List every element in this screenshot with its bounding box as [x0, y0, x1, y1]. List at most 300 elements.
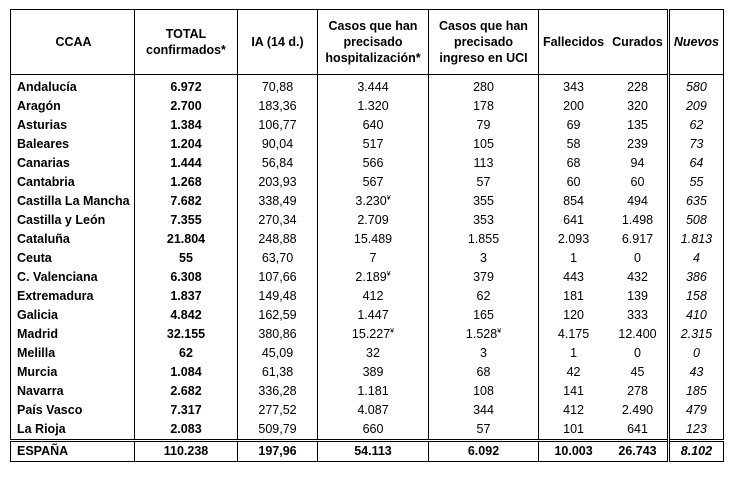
cell-hospitalizacion: [318, 154, 429, 173]
cell-total-confirmados-value: 1.444: [170, 156, 202, 170]
table-row: [11, 173, 724, 192]
cell-total-confirmados: [135, 230, 238, 249]
cell-nuevos-value: 4: [692, 251, 700, 265]
cell-curados-value: 0: [634, 346, 641, 360]
table-row: [11, 75, 724, 98]
cell-curados: [608, 116, 668, 135]
cell-hospitalizacion: [318, 287, 429, 306]
total-ia: 197,96: [238, 441, 318, 462]
header-hospitalizacion: Casos que han precisado hospitalización*: [318, 10, 429, 75]
cell-fallecidos: [539, 249, 609, 268]
cell-fallecidos: [539, 173, 609, 192]
cell-uci-value: 113: [473, 156, 494, 170]
cell-ia-value: 277,52: [258, 403, 297, 417]
cell-uci: [429, 344, 539, 363]
cell-curados: [608, 230, 668, 249]
cell-nuevos: [668, 401, 723, 420]
cell-fallecidos-value: 141: [563, 384, 584, 398]
cell-ia-value: 56,84: [261, 156, 294, 170]
cell-fallecidos: [539, 211, 609, 230]
header-uci: Casos que han precisado ingreso en UCI: [429, 10, 539, 75]
cell-fallecidos: [539, 344, 609, 363]
cell-uci-value: 108: [473, 384, 494, 398]
cell-fallecidos-value: 60: [566, 175, 581, 189]
cell-curados-value: 239: [627, 137, 648, 151]
cell-curados: [608, 192, 668, 211]
cell-ccaa: [11, 287, 135, 306]
cell-ia-value: 162,59: [258, 308, 297, 322]
cell-uci-value: 1.528: [465, 327, 498, 341]
cell-total-confirmados-value: 7.317: [170, 403, 202, 417]
cell-total-confirmados: [135, 344, 238, 363]
cell-fallecidos-value: 58: [566, 137, 581, 151]
total-row: [11, 441, 724, 462]
cell-ia: [238, 211, 318, 230]
cell-fallecidos-value: 641: [563, 213, 584, 227]
cell-fallecidos-value: 69: [566, 118, 581, 132]
cell-fallecidos: [539, 420, 609, 441]
total-hospitalizacion: 54.113: [318, 441, 429, 462]
table-row: [11, 192, 724, 211]
cell-ia: [238, 173, 318, 192]
cell-total-confirmados: [135, 382, 238, 401]
cell-ccaa-value: Aragón: [17, 99, 61, 113]
cell-ccaa: [11, 268, 135, 287]
cell-curados-value: 320: [627, 99, 648, 113]
cell-ccaa-value: La Rioja: [17, 422, 66, 436]
cell-nuevos-value: 386: [685, 270, 707, 284]
cell-uci: [429, 401, 539, 420]
cell-hospitalizacion: [318, 173, 429, 192]
table-row: [11, 344, 724, 363]
cell-total-confirmados: [135, 306, 238, 325]
cell-nuevos: [668, 154, 723, 173]
cell-curados: [608, 344, 668, 363]
cell-curados: [608, 401, 668, 420]
cell-fallecidos-value: 1: [570, 346, 578, 360]
cell-curados-value: 1.498: [621, 213, 654, 227]
cell-total-confirmados: [135, 325, 238, 344]
cell-ccaa: [11, 75, 135, 98]
cell-ccaa-value: Canarias: [17, 156, 70, 170]
cell-ccaa: [11, 116, 135, 135]
footnote-mark: ¥: [497, 327, 502, 335]
cell-curados-value: 60: [630, 175, 645, 189]
cell-curados: [608, 97, 668, 116]
cell-hospitalizacion-value: 2.709: [357, 213, 389, 227]
cell-uci-value: 1.855: [467, 232, 500, 246]
cell-nuevos-value: 2.315: [680, 327, 713, 341]
cell-fallecidos: [539, 154, 609, 173]
cell-hospitalizacion: [318, 116, 429, 135]
cell-hospitalizacion-value: 1.181: [357, 384, 389, 398]
header-ccaa: CCAA: [11, 10, 135, 75]
cell-total-confirmados: [135, 154, 238, 173]
cell-ia: [238, 135, 318, 154]
cell-curados: [608, 363, 668, 382]
cell-total-confirmados: [135, 116, 238, 135]
cell-ccaa-value: Murcia: [17, 365, 58, 379]
cell-nuevos: [668, 211, 723, 230]
cell-nuevos-value: 1.813: [680, 232, 713, 246]
cell-fallecidos-value: 343: [563, 80, 584, 94]
cell-ia-value: 90,04: [261, 137, 294, 151]
cell-nuevos: [668, 382, 723, 401]
cell-ia: [238, 325, 318, 344]
table-row: [11, 268, 724, 287]
cell-fallecidos: [539, 382, 609, 401]
cell-hospitalizacion: [318, 230, 429, 249]
table-row: [11, 211, 724, 230]
cell-ia: [238, 268, 318, 287]
cell-hospitalizacion: [318, 401, 429, 420]
cell-nuevos: [668, 287, 723, 306]
cell-uci: [429, 116, 539, 135]
covid-ccaa-table: [10, 9, 724, 462]
cell-curados: [608, 306, 668, 325]
cell-nuevos: [668, 363, 723, 382]
cell-total-confirmados: [135, 249, 238, 268]
cell-uci: [429, 173, 539, 192]
cell-ia-value: 107,66: [258, 270, 297, 284]
cell-nuevos-value: 158: [685, 289, 707, 303]
cell-hospitalizacion-value: 2.189: [355, 270, 387, 284]
cell-total-confirmados-value: 2.682: [170, 384, 202, 398]
cell-ia: [238, 97, 318, 116]
cell-ia: [238, 192, 318, 211]
cell-nuevos-value: 123: [685, 422, 707, 436]
cell-ccaa: [11, 97, 135, 116]
cell-total-confirmados-value: 21.804: [166, 232, 206, 246]
cell-curados-value: 2.490: [621, 403, 654, 417]
cell-curados-value: 12.400: [618, 327, 657, 341]
cell-total-confirmados: [135, 287, 238, 306]
cell-ccaa-value: Ceuta: [17, 251, 52, 265]
cell-hospitalizacion-value: 389: [362, 365, 384, 379]
table-row: [11, 116, 724, 135]
cell-uci-value: 68: [476, 365, 491, 379]
cell-hospitalizacion-value: 412: [362, 289, 384, 303]
cell-ia: [238, 306, 318, 325]
cell-uci: [429, 268, 539, 287]
cell-uci: [429, 211, 539, 230]
cell-hospitalizacion-value: 566: [362, 156, 384, 170]
cell-hospitalizacion: [318, 249, 429, 268]
header-total-confirmados: TOTAL confirmados*: [135, 10, 238, 75]
cell-total-confirmados: [135, 211, 238, 230]
cell-hospitalizacion-value: 15.227: [351, 327, 391, 341]
cell-fallecidos: [539, 135, 609, 154]
cell-ia-value: 149,48: [258, 289, 297, 303]
cell-nuevos: [668, 420, 723, 441]
cell-curados: [608, 154, 668, 173]
total-curados: 26.743: [608, 441, 668, 462]
cell-ia: [238, 344, 318, 363]
covid-ccaa-table-container: [10, 9, 724, 462]
cell-ccaa-value: Cantabria: [17, 175, 75, 189]
cell-total-confirmados-value: 1.204: [170, 137, 202, 151]
cell-ccaa: [11, 230, 135, 249]
cell-curados-value: 94: [630, 156, 645, 170]
cell-uci: [429, 249, 539, 268]
cell-ccaa-value: Madrid: [17, 327, 58, 341]
cell-uci: [429, 325, 539, 344]
table-row: [11, 420, 724, 441]
cell-hospitalizacion-value: 567: [362, 175, 384, 189]
cell-total-confirmados-value: 1.268: [170, 175, 202, 189]
cell-uci: [429, 230, 539, 249]
cell-ccaa: [11, 192, 135, 211]
cell-total-confirmados-value: 1.384: [170, 118, 202, 132]
cell-uci-value: 165: [473, 308, 494, 322]
header-ia: IA (14 d.): [238, 10, 318, 75]
footnote-mark: ¥: [390, 327, 395, 335]
cell-curados-value: 45: [630, 365, 645, 379]
cell-hospitalizacion: [318, 363, 429, 382]
cell-fallecidos: [539, 97, 609, 116]
cell-hospitalizacion-value: 640: [362, 118, 384, 132]
cell-curados-value: 135: [627, 118, 648, 132]
cell-ia-value: 106,77: [258, 118, 297, 132]
cell-uci-value: 178: [473, 99, 494, 113]
cell-hospitalizacion-value: 517: [362, 137, 384, 151]
cell-ia-value: 203,93: [258, 175, 297, 189]
cell-total-confirmados: [135, 192, 238, 211]
cell-ia: [238, 230, 318, 249]
cell-ia: [238, 401, 318, 420]
cell-ia-value: 45,09: [261, 346, 294, 360]
cell-uci: [429, 135, 539, 154]
table-row: [11, 382, 724, 401]
cell-ia: [238, 287, 318, 306]
cell-ccaa: [11, 344, 135, 363]
cell-ccaa-value: Navarra: [17, 384, 64, 398]
cell-ccaa: [11, 211, 135, 230]
cell-ia-value: 63,70: [261, 251, 294, 265]
cell-fallecidos: [539, 401, 609, 420]
cell-total-confirmados: [135, 268, 238, 287]
cell-hospitalizacion: [318, 75, 429, 98]
cell-curados: [608, 325, 668, 344]
cell-ccaa: [11, 249, 135, 268]
cell-ia-value: 380,86: [258, 327, 297, 341]
cell-total-confirmados: [135, 97, 238, 116]
cell-total-confirmados-value: 1.084: [170, 365, 202, 379]
cell-nuevos-value: 43: [689, 365, 704, 379]
cell-nuevos: [668, 268, 723, 287]
table-row: [11, 230, 724, 249]
cell-fallecidos-value: 854: [563, 194, 584, 208]
cell-fallecidos-value: 42: [566, 365, 581, 379]
cell-total-confirmados-value: 1.837: [170, 289, 202, 303]
cell-nuevos-value: 73: [689, 137, 704, 151]
cell-curados-value: 278: [627, 384, 648, 398]
cell-curados: [608, 135, 668, 154]
cell-fallecidos: [539, 192, 609, 211]
cell-fallecidos: [539, 75, 609, 98]
cell-hospitalizacion: [318, 211, 429, 230]
cell-ccaa: [11, 135, 135, 154]
cell-nuevos-value: 635: [685, 194, 707, 208]
cell-nuevos-value: 185: [685, 384, 707, 398]
cell-nuevos-value: 0: [692, 346, 700, 360]
cell-fallecidos-value: 443: [563, 270, 584, 284]
cell-fallecidos-value: 1: [570, 251, 578, 265]
header-nuevos: Nuevos: [668, 10, 723, 75]
cell-nuevos-value: 580: [685, 80, 707, 94]
cell-curados-value: 333: [627, 308, 648, 322]
cell-fallecidos: [539, 116, 609, 135]
cell-fallecidos-value: 2.093: [557, 232, 590, 246]
cell-nuevos: [668, 344, 723, 363]
cell-fallecidos-value: 120: [563, 308, 584, 322]
cell-uci-value: 344: [473, 403, 494, 417]
cell-ccaa: [11, 325, 135, 344]
cell-ccaa-value: Castilla y León: [17, 213, 106, 227]
cell-uci: [429, 363, 539, 382]
cell-uci: [429, 75, 539, 98]
cell-ia-value: 509,79: [258, 422, 297, 436]
total-nuevos: 8.102: [668, 441, 723, 462]
cell-fallecidos: [539, 363, 609, 382]
cell-curados-value: 139: [627, 289, 648, 303]
cell-hospitalizacion-value: 1.320: [357, 99, 389, 113]
cell-uci: [429, 420, 539, 441]
cell-ia: [238, 249, 318, 268]
cell-hospitalizacion: [318, 97, 429, 116]
table-row: [11, 287, 724, 306]
cell-uci: [429, 287, 539, 306]
cell-uci: [429, 192, 539, 211]
header-row: [11, 10, 724, 75]
table-row: [11, 363, 724, 382]
cell-nuevos: [668, 116, 723, 135]
cell-nuevos: [668, 135, 723, 154]
total-ccaa: ESPAÑA: [11, 441, 135, 462]
cell-ia: [238, 363, 318, 382]
cell-hospitalizacion-value: 1.447: [357, 308, 389, 322]
cell-ia-value: 270,34: [258, 213, 297, 227]
table-body: [11, 75, 724, 441]
cell-uci: [429, 306, 539, 325]
cell-ccaa: [11, 363, 135, 382]
cell-uci-value: 280: [473, 80, 494, 94]
table-row: [11, 135, 724, 154]
header-fallecidos: Fallecidos: [539, 10, 609, 75]
header-curados: Curados: [608, 10, 668, 75]
table-row: [11, 97, 724, 116]
cell-curados-value: 228: [627, 80, 648, 94]
cell-ccaa: [11, 306, 135, 325]
cell-hospitalizacion-value: 15.489: [353, 232, 393, 246]
cell-fallecidos: [539, 230, 609, 249]
cell-total-confirmados: [135, 135, 238, 154]
cell-curados-value: 641: [627, 422, 648, 436]
cell-uci-value: 353: [473, 213, 494, 227]
cell-ccaa-value: C. Valenciana: [17, 270, 98, 284]
cell-ccaa-value: Asturias: [17, 118, 68, 132]
cell-hospitalizacion: [318, 344, 429, 363]
table-row: [11, 325, 724, 344]
cell-curados: [608, 75, 668, 98]
cell-nuevos: [668, 249, 723, 268]
cell-ccaa-value: Galicia: [17, 308, 58, 322]
cell-hospitalizacion-value: 660: [362, 422, 384, 436]
cell-total-confirmados-value: 62: [179, 346, 193, 360]
total-fallecidos: 10.003: [539, 441, 609, 462]
table-row: [11, 306, 724, 325]
cell-uci: [429, 154, 539, 173]
cell-total-confirmados-value: 7.682: [170, 194, 202, 208]
cell-ccaa: [11, 154, 135, 173]
cell-uci: [429, 97, 539, 116]
cell-ia: [238, 420, 318, 441]
cell-nuevos: [668, 173, 723, 192]
cell-hospitalizacion: [318, 192, 429, 211]
cell-ia-value: 248,88: [258, 232, 297, 246]
cell-nuevos-value: 410: [685, 308, 707, 322]
cell-uci-value: 379: [473, 270, 494, 284]
cell-total-confirmados: [135, 363, 238, 382]
cell-ccaa-value: Cataluña: [17, 232, 70, 246]
cell-curados: [608, 211, 668, 230]
cell-nuevos: [668, 75, 723, 98]
cell-curados-value: 432: [627, 270, 648, 284]
cell-curados-value: 0: [634, 251, 641, 265]
cell-nuevos-value: 508: [685, 213, 707, 227]
cell-fallecidos: [539, 287, 609, 306]
cell-hospitalizacion-value: 7: [369, 251, 377, 265]
table-row: [11, 401, 724, 420]
cell-ia: [238, 154, 318, 173]
cell-hospitalizacion: [318, 420, 429, 441]
cell-nuevos-value: 479: [685, 403, 707, 417]
cell-total-confirmados: [135, 75, 238, 98]
cell-ccaa-value: Andalucía: [17, 80, 77, 94]
cell-hospitalizacion-value: 32: [366, 346, 380, 360]
cell-fallecidos-value: 200: [563, 99, 584, 113]
total-uci: 6.092: [429, 441, 539, 462]
cell-ia-value: 336,28: [258, 384, 297, 398]
cell-ia-value: 70,88: [261, 80, 294, 94]
cell-fallecidos: [539, 268, 609, 287]
cell-total-confirmados-value: 6.308: [170, 270, 202, 284]
cell-total-confirmados-value: 2.700: [170, 99, 202, 113]
cell-curados: [608, 420, 668, 441]
cell-fallecidos-value: 4.175: [557, 327, 590, 341]
cell-nuevos: [668, 230, 723, 249]
cell-ia-value: 183,36: [258, 99, 297, 113]
cell-nuevos: [668, 97, 723, 116]
table-row: [11, 249, 724, 268]
cell-uci-value: 79: [476, 118, 491, 132]
cell-hospitalizacion: [318, 325, 429, 344]
cell-total-confirmados-value: 6.972: [170, 80, 202, 94]
cell-fallecidos-value: 412: [563, 403, 584, 417]
cell-uci-value: 3: [480, 346, 487, 360]
cell-curados-value: 6.917: [621, 232, 654, 246]
cell-nuevos: [668, 325, 723, 344]
cell-uci-value: 62: [476, 289, 491, 303]
cell-nuevos-value: 209: [685, 99, 707, 113]
cell-ccaa-value: Extremadura: [17, 289, 94, 303]
cell-hospitalizacion: [318, 382, 429, 401]
cell-nuevos: [668, 192, 723, 211]
cell-ccaa: [11, 382, 135, 401]
cell-fallecidos-value: 101: [563, 422, 584, 436]
cell-curados: [608, 287, 668, 306]
cell-total-confirmados-value: 32.155: [166, 327, 206, 341]
